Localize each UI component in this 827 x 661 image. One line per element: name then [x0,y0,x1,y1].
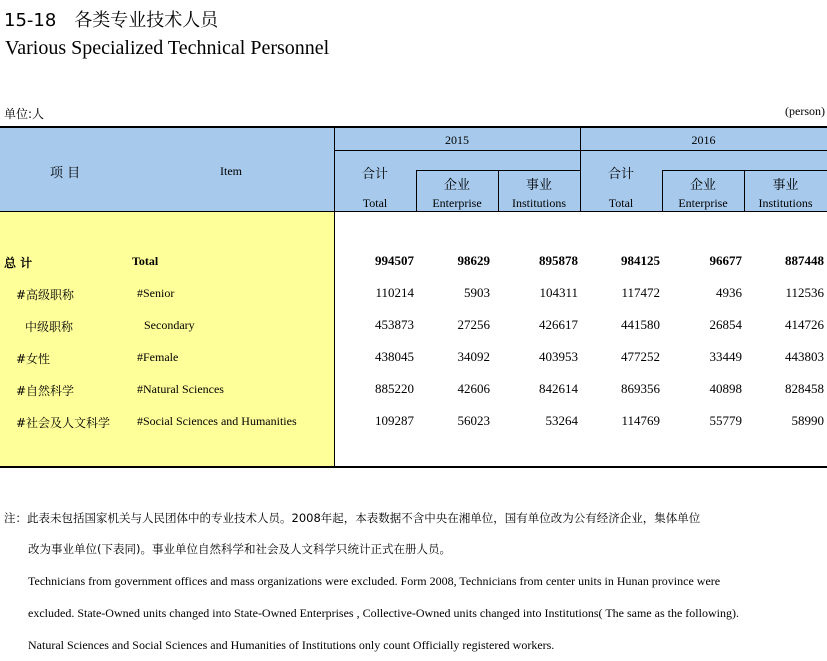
cell-value: 27256 [457,317,490,332]
row-label-cn: 中级职称 [25,320,74,334]
cell-value: 441580 [621,317,660,332]
note-english-line3: Natural Sciences and Social Sciences and Humanities of Institutions only count Officially registered workers. [28,638,555,652]
cell-value: 40898 [709,381,742,396]
row-label-en: Secondary [144,318,195,332]
cell-value: 426617 [539,317,578,332]
header-year-2016: 2016 [691,133,716,147]
row-label-en: #Female [137,350,179,364]
cell-value: 453873 [375,317,414,332]
header-total-cn-2015: 合计 [361,167,388,182]
table-top-rule [0,126,827,128]
row-label-cn: #女性 [16,352,51,366]
cell-value: 117472 [621,285,660,300]
cell-value: 26854 [709,317,742,332]
row-label-en: #Natural Sciences [137,382,224,396]
cell-value: 414726 [785,317,824,332]
header-item-chinese: 项 目 [50,166,81,181]
cell-value: 110214 [375,285,414,300]
cell-value: 114769 [621,413,660,428]
cell-value: 56023 [457,413,490,428]
header-institutions-en-2016: Institutions [758,196,813,210]
cell-value: 842614 [539,381,578,396]
cell-value: 403953 [539,349,578,364]
cell-value: 869356 [621,381,660,396]
row-label-en: #Senior [137,286,175,300]
header-enterprise-en-2016: Enterprise [678,196,728,210]
row-label-cn: #自然科学 [16,384,75,398]
cell-value: 53264 [545,413,578,428]
header-enterprise-cn-2016: 企业 [689,178,716,193]
header-bottom-rule [0,211,827,212]
cell-value: 5903 [464,285,490,300]
cell-value: 994507 [375,253,414,268]
cell-value: 885220 [375,381,414,396]
header-institutions-cn-2016: 事业 [772,178,799,193]
cell-value: 895878 [539,253,578,268]
header-total-cn-2016: 合计 [607,167,634,182]
unit-label-english: (person) [785,104,825,118]
row-label-en: Total [132,254,159,268]
cell-value: 828458 [785,381,824,396]
header-enterprise-cn-2015: 企业 [443,178,470,193]
table-number: 15-18 [4,10,57,31]
cell-value: 109287 [375,413,414,428]
cell-value: 58990 [791,413,824,428]
row-label-cn: #社会及人文科学 [16,416,111,430]
row-label-en: #Social Sciences and Humanities [137,414,297,428]
cell-value: 42606 [457,381,490,396]
cell-value: 104311 [539,285,578,300]
cell-value: 477252 [621,349,660,364]
row-label-cn: 总 计 [4,256,33,270]
cell-value: 438045 [375,349,414,364]
header-total-en-2015: Total [362,196,388,210]
cell-value: 984125 [621,253,660,268]
cell-value: 443803 [785,349,824,364]
title-chinese-text: 各类专业技术人员 [74,10,219,31]
header-year-2015: 2015 [445,133,469,147]
note-english-line2: excluded. State-Owned units changed into State-Owned Enterprises , Collective-Owned units changed into Institutions( The same as the following). [28,606,739,620]
cell-value: 55779 [709,413,742,428]
header-total-en-2016: Total [608,196,634,210]
page-title-english: Various Specialized Technical Personnel [5,37,330,59]
note-chinese-line1: 注：此表未包括国家机关与人民团体中的专业技术人员。2008年起，本表数据不含中央在湘单位，国有单位改为公有经济企业，集体单位 [4,511,701,525]
header-item-english: Item [220,164,242,178]
table-bottom-rule [0,466,827,468]
header-institutions-cn-2015: 事业 [525,178,552,193]
cell-value: 98629 [457,253,490,268]
cell-value: 887448 [785,253,824,268]
row-label-cn: #高级职称 [16,288,75,302]
cell-value: 96677 [709,253,742,268]
unit-label-chinese: 单位:人 [4,107,45,121]
page-title-chinese [4,6,218,32]
cell-value: 33449 [709,349,742,364]
cell-value: 112536 [785,285,824,300]
header-enterprise-en-2015: Enterprise [432,196,482,210]
note-english-line1: Technicians from government offices and mass organizations were excluded. Form 2008, Technicians from center units in Hunan province were [28,574,721,588]
header-institutions-en-2015: Institutions [511,196,566,210]
note-chinese-line2: 改为事业单位(下表同)。事业单位自然科学和社会及人文科学只统计正式在册人员。 [28,542,451,556]
cell-value: 34092 [457,349,490,364]
cell-value: 4936 [716,285,742,300]
